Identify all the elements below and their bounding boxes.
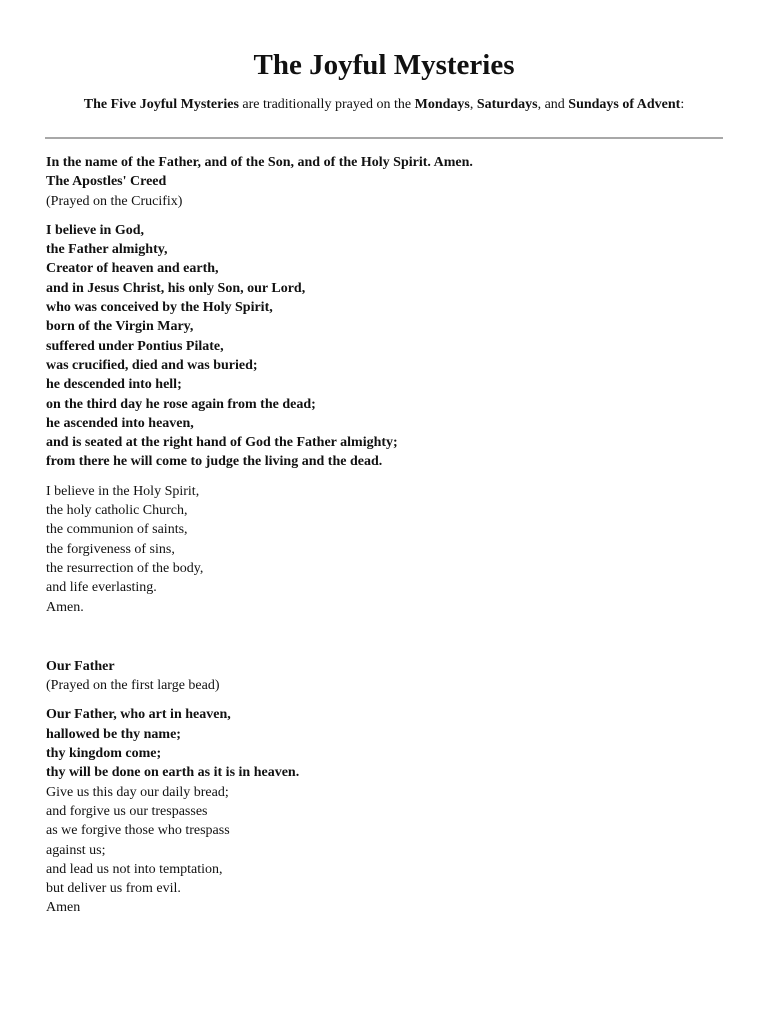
our-father-line: hallowed be thy name; (46, 726, 181, 742)
prayer-content (46, 153, 726, 918)
our-father-line: as we forgive those who trespass (46, 823, 230, 839)
our-father-heading-block (46, 657, 726, 696)
creed-bold-text (46, 221, 726, 472)
our-father-line: against us; (46, 842, 106, 858)
creed-line: Creator of heaven and earth, (46, 261, 219, 277)
our-father-line: and lead us not into temptation, (46, 861, 223, 877)
our-father-line: thy kingdom come; (46, 746, 162, 762)
our-father-line: Our Father, who art in heaven, (46, 707, 231, 723)
intro-day-advent: Sundays of Advent (568, 97, 681, 112)
creed-line: the Father almighty, (46, 242, 168, 258)
horizontal-divider (45, 137, 723, 139)
creed-line: he descended into hell; (46, 377, 182, 393)
our-father-note: (Prayed on the first large bead) (46, 678, 220, 694)
creed-line: the holy catholic Church, (46, 503, 188, 519)
creed-line: the forgiveness of sins, (46, 541, 175, 557)
intro-text: are traditionally prayed on the (238, 97, 415, 112)
our-father-line: thy will be done on earth as it is in heaven. (46, 765, 300, 781)
creed-heading-block (46, 172, 726, 211)
creed-line: and is seated at the right hand of God the Father almighty; (46, 435, 398, 451)
creed-line: and life everlasting. (46, 580, 157, 596)
intro-day-mondays: Mondays (414, 97, 470, 112)
our-father-line: Amen (46, 900, 81, 916)
our-father-heading: Our Father (46, 658, 115, 674)
creed-line: Amen. (46, 599, 84, 615)
creed-line: I believe in God, (46, 222, 145, 238)
our-father-line: and forgive us our trespasses (46, 803, 208, 819)
intro-paragraph (0, 95, 768, 115)
creed-line: I believe in the Holy Spirit, (46, 483, 200, 499)
our-father-line: Give us this day our daily bread; (46, 784, 229, 800)
sign-of-cross: In the name of the Father, and of the Son, and of the Holy Spirit. Amen. (46, 155, 473, 170)
intro-end: : (680, 97, 685, 112)
creed-line: the communion of saints, (46, 522, 188, 538)
creed-line: he ascended into heaven, (46, 415, 194, 431)
creed-line: from there he will come to judge the living and the dead. (46, 454, 383, 470)
creed-line: and in Jesus Christ, his only Son, our Lord, (46, 280, 306, 296)
intro-day-saturdays: Saturdays (476, 97, 538, 112)
creed-line: was crucified, died and was buried; (46, 357, 258, 373)
our-father-text (46, 705, 726, 917)
creed-note: (Prayed on the Crucifix) (46, 193, 183, 209)
creed-line: who was conceived by the Holy Spirit, (46, 300, 273, 316)
our-father-line: but deliver us from evil. (46, 881, 181, 897)
creed-heading: The Apostles' Creed (46, 174, 167, 190)
intro-separator: , and (537, 97, 569, 112)
creed-line: the resurrection of the body, (46, 560, 204, 576)
creed-line: on the third day he rose again from the dead; (46, 396, 316, 412)
intro-separator: , (469, 97, 477, 112)
creed-regular-text (46, 482, 726, 617)
intro-lead: The Five Joyful Mysteries (83, 97, 239, 112)
page-title: The Joyful Mysteries (253, 49, 515, 81)
creed-line: suffered under Pontius Pilate, (46, 338, 224, 354)
creed-line: born of the Virgin Mary, (46, 319, 194, 335)
